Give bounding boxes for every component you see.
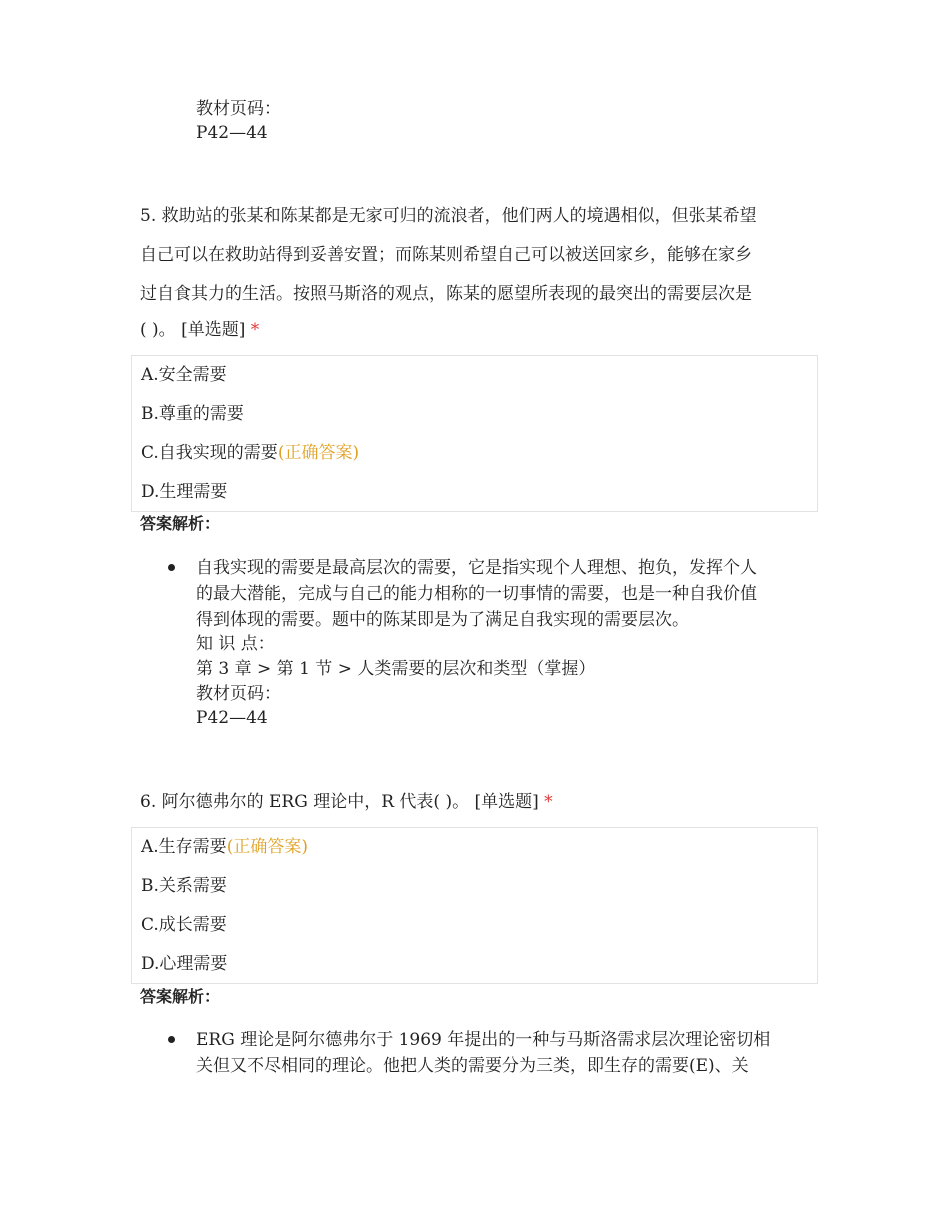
q5-knowledge-value: 第 3 章 > 第 1 节 > 人类需要的层次和类型（掌握） bbox=[196, 659, 596, 679]
question-5-line-2: 自己可以在救助站得到妥善安置；而陈某则希望自己可以被送回家乡，能够在家乡 bbox=[140, 245, 752, 265]
option-text: C.成长需要 bbox=[141, 915, 227, 935]
q5-analysis-label: 答案解析： bbox=[140, 514, 221, 533]
page-ref-label: 教材页码： bbox=[196, 99, 281, 119]
q5-option-a[interactable] bbox=[141, 364, 227, 386]
option-text: D.心理需要 bbox=[141, 954, 228, 974]
required-mark: * bbox=[250, 320, 260, 340]
q6-option-a[interactable] bbox=[141, 836, 308, 858]
q5-option-c[interactable] bbox=[141, 442, 359, 464]
required-mark: * bbox=[544, 792, 553, 812]
question-6-line bbox=[140, 791, 553, 813]
option-text: C.自我实现的需要 bbox=[141, 443, 278, 463]
q5-option-d[interactable] bbox=[141, 481, 227, 503]
question-5-options bbox=[131, 355, 818, 512]
option-text: A.安全需要 bbox=[141, 365, 227, 385]
q6-option-d[interactable] bbox=[141, 953, 227, 975]
option-text: B.尊重的需要 bbox=[141, 404, 244, 424]
q5-option-b[interactable] bbox=[141, 403, 244, 425]
q6-analysis-line-1: ERG 理论是阿尔德弗尔于 1969 年提出的一种与马斯洛需求层次理论密切相 bbox=[196, 1030, 771, 1050]
bullet-icon bbox=[168, 1036, 175, 1043]
question-6-options bbox=[131, 827, 818, 984]
correct-answer-tag: (正确答案) bbox=[226, 837, 308, 857]
q5-page-ref-value: P42—44 bbox=[196, 708, 268, 728]
q6-option-c[interactable] bbox=[141, 914, 227, 936]
q5-analysis-line-3: 得到体现的需要。题中的陈某即是为了满足自我实现的需要层次。 bbox=[196, 610, 689, 630]
option-text: A.生存需要 bbox=[141, 837, 227, 857]
bullet-icon bbox=[168, 564, 175, 571]
q5-analysis-line-1: 自我实现的需要是最高层次的需要，它是指实现个人理想、抱负，发挥个人 bbox=[196, 558, 757, 578]
q6-option-b[interactable] bbox=[141, 875, 227, 897]
option-text: B.关系需要 bbox=[141, 876, 227, 896]
page-ref-value: P42—44 bbox=[196, 123, 268, 143]
question-5-line-1: 5. 救助站的张某和陈某都是无家可归的流浪者，他们两人的境遇相似，但张某希望 bbox=[140, 206, 757, 226]
correct-answer-tag: (正确答案) bbox=[277, 443, 360, 463]
q6-analysis-label: 答案解析： bbox=[140, 987, 221, 1006]
question-6-text: 6. 阿尔德弗尔的 ERG 理论中，R 代表( )。 [单选题] bbox=[140, 792, 545, 812]
q6-analysis-line-2: 关但又不尽相同的理论。他把人类的需要分为三类，即生存的需要(E)、关 bbox=[196, 1056, 749, 1076]
question-5-line-3: 过自食其力的生活。按照马斯洛的观点，陈某的愿望所表现的最突出的需要层次是 bbox=[140, 284, 752, 304]
q5-analysis-line-2: 的最大潜能，完成与自己的能力相称的一切事情的需要，也是一种自我价值 bbox=[196, 584, 757, 604]
q5-page-ref-label: 教材页码： bbox=[196, 684, 281, 704]
q5-knowledge-label: 知 识 点： bbox=[196, 634, 275, 654]
question-5-type: ( )。 [单选题] bbox=[140, 320, 251, 340]
option-text: D.生理需要 bbox=[141, 482, 228, 502]
question-5-line-4 bbox=[140, 319, 259, 341]
